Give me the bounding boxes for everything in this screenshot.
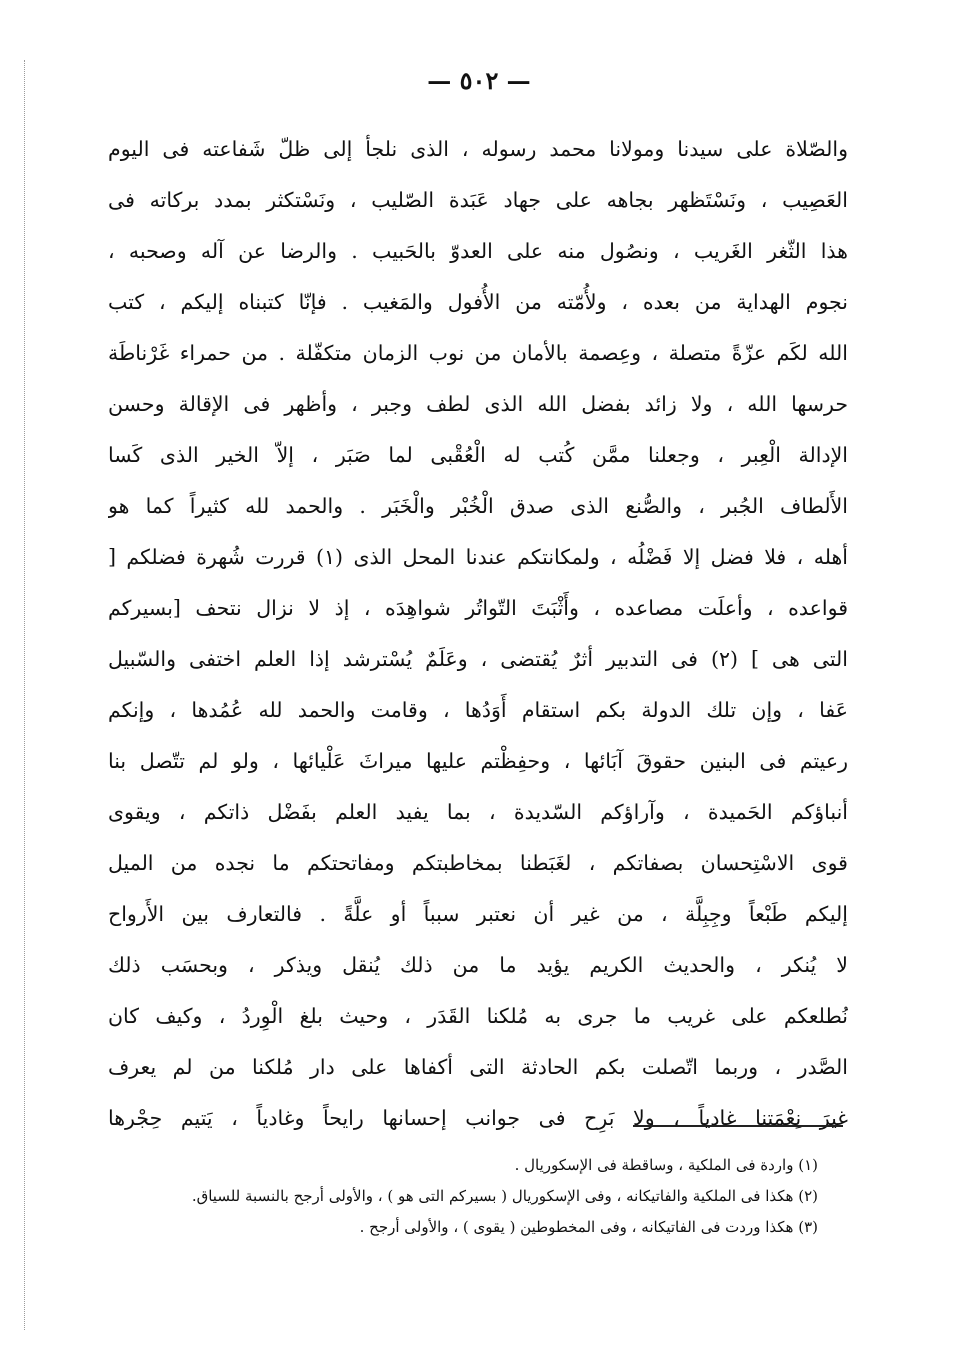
body-line: الإدالة الْعِبر ، وجعلنا ممَّن كُتب له الْعُقْبى لما صَبَر ، إلاّ الخير الذى كَسا [108,443,848,467]
body-line: الصَّدر ، وربما اتّصلت بكم الحادثة التى أكفاها على دار مُلكنا من لم يعرف [108,1055,848,1079]
body-line: قواعده ، وأعلَت مصاعده ، وأَثْبَتَ التّواتُر شواهِدَه ، إذ لا نزال نتحف [بسيركم [108,596,848,620]
body-line: قوى الاسْتِحسان بصفاتكم ، لغَبَطنا بمخاطبتكم ومفاتحتكم ما نجده من الميل [108,851,848,875]
footnotes [100,1150,818,1243]
body-line: الأَلطاف الجُبر ، والصُّنع الذى صدق الْخُبْر والْخَبَر . والحمد لله كثيراً كما هو [108,494,848,518]
body-line: نُطلعكم على غريب ما جرى به مُلكنا القَدَر ، وحيث بلغ الْوِردُ ، وكيف كان [108,1004,848,1028]
body-line: أهله ، فلا فضل إلا فَضْلُه ، ولمكانتكم عندنا المحل الذى (١) قررت شُهرة فضلكم [ [108,545,848,569]
page-number: — ٥٠٢ — [427,66,531,95]
body-line: عَفا ، وإن تلك الدولة بكم استقام أَوَدُها ، وقامت والحمد لله عُمُدها ، وإنكم [108,698,848,722]
body-line: هذا الثّغر الغَريب ، ونصُول منه على العدوّ بالحَبيب . والرضا عن آله وصحبه ، [108,239,848,263]
footnote: (٢) هكذا فى الملكية والفاتيكانه ، وفى الإسكوريال ( بسيركم التى هو ) ، والأولى أرجح بالنسبة للسياق. [191,1187,818,1205]
body-line: أنباؤكم الحَميدة ، وآراؤكم السّديدة ، بما يفيد العلم بفَضْل ذاتكم ، ويقوى [108,800,848,824]
body-line: حرسها الله ، ولا زائد بفضل الله الذى لطف وجبر ، وأظهر فى الإقالة وحسن [108,392,848,416]
body-line: التى هى ] (٢) فى التدبير أثرٌ يُقتضى ، وعَلَمٌ يُسْترشد إذا العلم اختفى والسّبيل [108,647,848,671]
body-line: نجوم الهداية من بعده ، ولأُمّته من الأُفول والمَغيب . فإنّا كتبناه إليكم ، كتب [108,290,848,314]
footnote-divider [633,1125,843,1127]
body-line: والصّلاة على سيدنا ومولانا محمد رسوله ، الذى نلجأ إلى ظلّ شَفاعته فى اليوم [108,137,848,161]
body-line: لا يُنكر ، والحديث الكريم يؤيد ما من ذلك يُنقل ويذكر ، وبحسَب ذلك [108,953,848,977]
scan-edge-dots [24,60,31,1330]
footnote: (٣) هكذا وردت فى الفاتيكانه ، وفى المخطوطين ( يقوى ) ، والأولى أرجح . [359,1218,818,1236]
body-text [108,124,848,1144]
body-line: إليكم طَبْعاً وجِبِلَّة ، من غير أن نعتبر سبباً أو علَّةً . فالتعارف بين الأَرواح [108,902,848,926]
body-line: غيرَ نِعْمَتنا غادياً ، ولا بَرِح فى جوانب إحسانها رايحاً وغادياً ، يَتيم حِجْرها [108,1106,848,1130]
footnote: (١) واردة فى الملكية ، وساقطة فى الإسكوريال . [514,1156,818,1174]
body-line: رعيتم فى البنين حقوقَ آبَائها ، وحفِظْتم عليها ميراثَ عَلْيائها ، ولو لم تتّصل بنا [108,749,848,773]
body-line: العَصِيب ، ونَسْتَظهر بجاهه على جهاد عَبَدة الصّليب ، ونَسْتكثر بمدد بركاته فى [108,188,848,212]
body-line: الله لكَم عزّةً متصلة ، وعِصمة بالأمان من نوب الزمان متكفّلة . من حمراء غَرْناطَة [108,341,848,365]
